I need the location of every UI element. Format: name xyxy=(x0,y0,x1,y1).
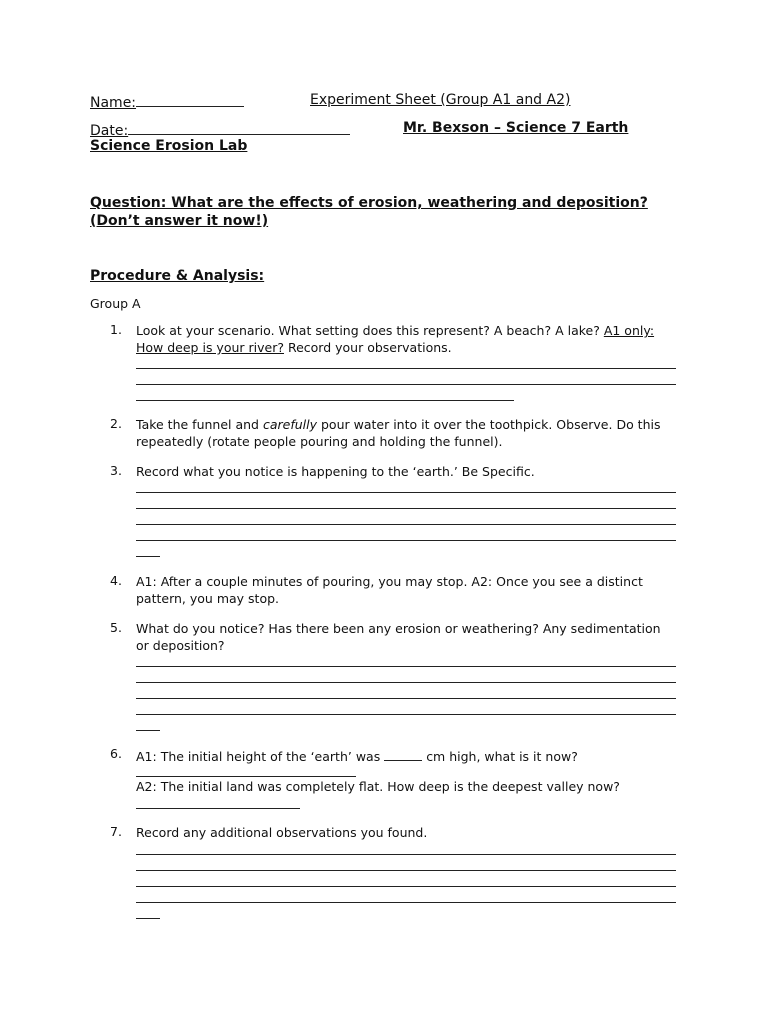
item-7-text: Record any additional observations you found. xyxy=(136,825,428,840)
answer-line[interactable] xyxy=(136,886,676,887)
answer-line[interactable] xyxy=(136,492,676,493)
teacher-course: Mr. Bexson – Science 7 Earth xyxy=(403,120,629,136)
answer-line[interactable] xyxy=(136,870,676,871)
item-1-text: Look at your scenario. What setting does this represent? A beach? A lake? A1 only: How deep is your river? Record your observations. xyxy=(136,323,655,355)
answer-line[interactable] xyxy=(136,730,160,731)
item-2-number: 2. xyxy=(110,416,122,431)
answer-line[interactable] xyxy=(136,368,676,369)
item-3-text: Record what you notice is happening to the ‘earth.’ Be Specific. xyxy=(136,464,535,479)
answer-line[interactable] xyxy=(136,508,676,509)
item-6-text-a2: A2: The initial land was completely flat. How deep is the deepest valley now? xyxy=(136,779,620,794)
name-label: Name: xyxy=(90,92,244,111)
procedure-heading: Procedure & Analysis: xyxy=(90,268,265,284)
answer-line[interactable] xyxy=(136,524,676,525)
lab-title: Science Erosion Lab xyxy=(90,138,248,154)
answer-line[interactable] xyxy=(136,666,676,667)
item-4-number: 4. xyxy=(110,573,122,588)
date-blank[interactable] xyxy=(128,120,350,135)
answer-line[interactable] xyxy=(136,854,676,855)
answer-line[interactable] xyxy=(136,902,676,903)
item-6-text-a1: A1: The initial height of the ‘earth’ was cm high, what is it now? xyxy=(136,746,676,765)
sheet-title: Experiment Sheet (Group A1 and A2) xyxy=(310,92,571,108)
answer-line[interactable] xyxy=(136,776,356,777)
item-5-number: 5. xyxy=(110,620,122,635)
item-1-number: 1. xyxy=(110,322,122,337)
answer-line[interactable] xyxy=(136,400,514,401)
initial-height-blank[interactable] xyxy=(384,746,422,761)
date-label: Date: xyxy=(90,120,350,139)
item-3-number: 3. xyxy=(110,463,122,478)
item-7-number: 7. xyxy=(110,824,122,839)
answer-line[interactable] xyxy=(136,556,160,557)
name-blank[interactable] xyxy=(136,92,244,107)
question-line-1: Question: What are the effects of erosion, weathering and deposition? xyxy=(90,195,648,211)
item-6-number: 6. xyxy=(110,746,122,761)
answer-line[interactable] xyxy=(136,682,676,683)
item-4-text: A1: After a couple minutes of pouring, you may stop. A2: Once you see a distinct pattern, you may stop. xyxy=(136,574,643,606)
group-label: Group A xyxy=(90,296,141,311)
answer-line[interactable] xyxy=(136,384,676,385)
question-line-2: (Don’t answer it now!) xyxy=(90,213,269,229)
answer-line[interactable] xyxy=(136,918,160,919)
answer-line[interactable] xyxy=(136,540,676,541)
answer-line[interactable] xyxy=(136,714,676,715)
answer-line[interactable] xyxy=(136,698,676,699)
item-2-text: Take the funnel and carefully pour water into it over the toothpick. Observe. Do this repeatedly (rotate people pouring and holding the funnel). xyxy=(136,417,661,449)
answer-line[interactable] xyxy=(136,808,300,809)
item-5-text: What do you notice? Has there been any erosion or weathering? Any sedimentation or deposition? xyxy=(136,621,661,653)
